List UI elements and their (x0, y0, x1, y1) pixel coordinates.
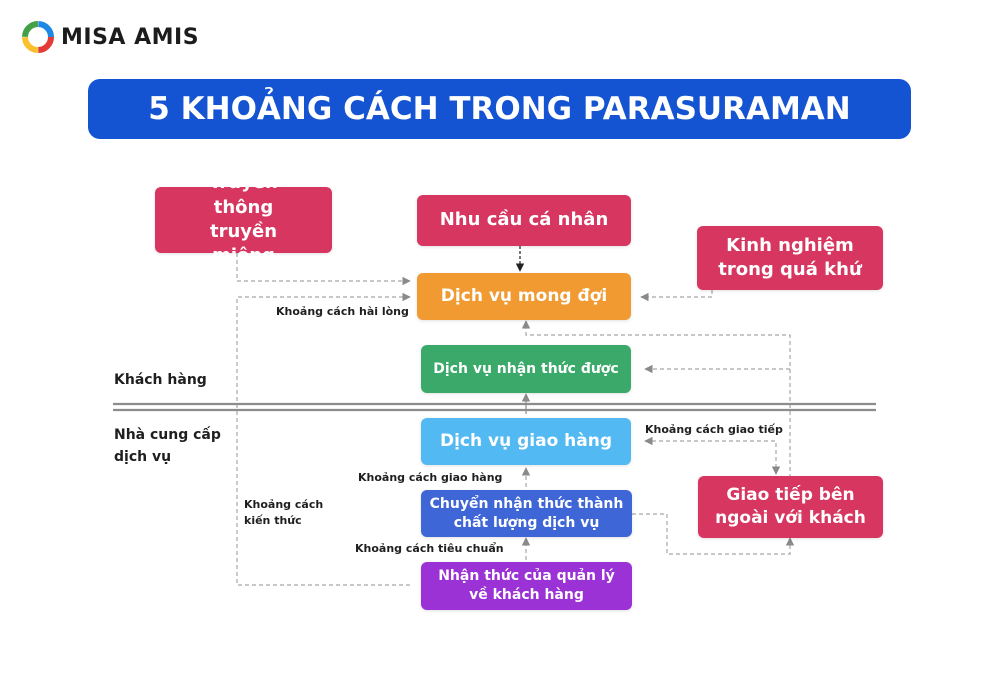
box-personal-needs: Nhu cầu cá nhân (417, 195, 631, 246)
label-delivery-gap: Khoảng cách giao hàng (358, 471, 503, 484)
label-standards-gap: Khoảng cách tiêu chuẩn (355, 542, 504, 555)
box-word-of-mouth: Truyền thông truyền miệng (155, 187, 332, 253)
label-communication-gap: Khoảng cách giao tiếp (645, 423, 783, 436)
brand-name: MISA AMIS (61, 24, 200, 50)
box-translation-of-perceptions: Chuyển nhận thức thành chất lượng dịch vụ (421, 490, 632, 537)
box-external-communications: Giao tiếp bên ngoài với khách (698, 476, 883, 538)
box-perceived-service: Dịch vụ nhận thức được (421, 345, 631, 393)
label-satisfaction-gap: Khoảng cách hài lòng (276, 305, 409, 318)
box-management-perceptions: Nhận thức của quản lý về khách hàng (421, 562, 632, 610)
connector-past-expected (641, 290, 712, 297)
label-customer-side: Khách hàng (114, 372, 207, 388)
box-past-experience: Kinh nghiệm trong quá khứ (697, 226, 883, 290)
title-banner: 5 KHOẢNG CÁCH TRONG PARASURAMAN (88, 79, 911, 139)
label-knowledge-gap: Khoảng cách kiến thức (244, 498, 324, 527)
box-expected-service: Dịch vụ mong đợi (417, 273, 631, 320)
label-provider-side: Nhà cung cấp dịch vụ (114, 427, 221, 466)
connector-communication-gap (645, 441, 776, 474)
box-service-delivery: Dịch vụ giao hàng (421, 418, 631, 465)
